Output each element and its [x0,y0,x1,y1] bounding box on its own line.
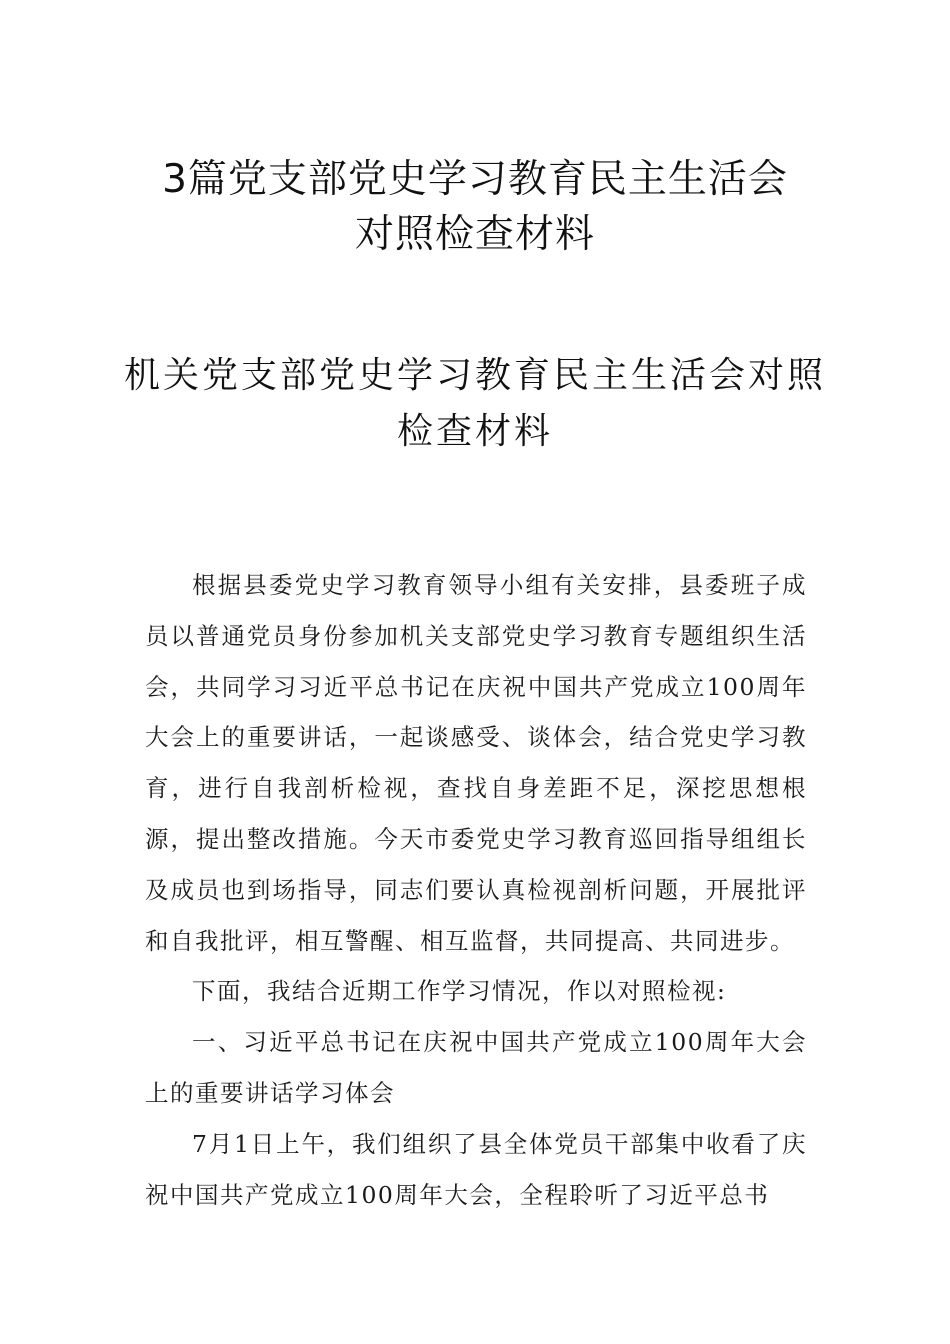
sub-title-line-2: 检查材料 [396,411,553,452]
document-main-title [100,152,850,262]
body-paragraph-section-1: 7月1日上午，我们组织了县全体党员干部集中收看了庆祝中国共产党成立100周年大会，全程聆听了习近平总书 [145,1129,807,1209]
body-paragraph-transition: 下面，我结合近期工作学习情况，作以对照检视: [192,977,727,1006]
document-sub-title [100,348,850,460]
main-title-line-1: 3篇党支部党史学习教育民主生活会 [162,157,788,202]
sub-title-line-1: 机关党支部党史学习教育民主生活会对照 [123,355,826,396]
main-title-line-2: 对照检查材料 [354,212,595,257]
body-paragraph-intro: 根据县委党史学习教育领导小组有关安排，县委班子成员以普通党员身份参加机关支部党史学习教育专题组织生活会，共同学习习近平总书记在庆祝中国共产党成立100周年大会上的重要讲话，一起谈感受、谈体会，结合党史学习教育，进行自我剖析检视，查找自身差距不足，深挖思想根源，提出整改措施。今天市委党史学习教育巡回指导组组长及成员也到场指导，同志们要认真检视剖析问题，开展批评和自我批评，相互警醒、相互监督，共同提高、共同进步。 [145,571,807,955]
body-section-heading: 一、习近平总书记在庆祝中国共产党成立100周年大会上的重要讲话学习体会 [145,1028,807,1107]
document-body [145,560,807,1220]
